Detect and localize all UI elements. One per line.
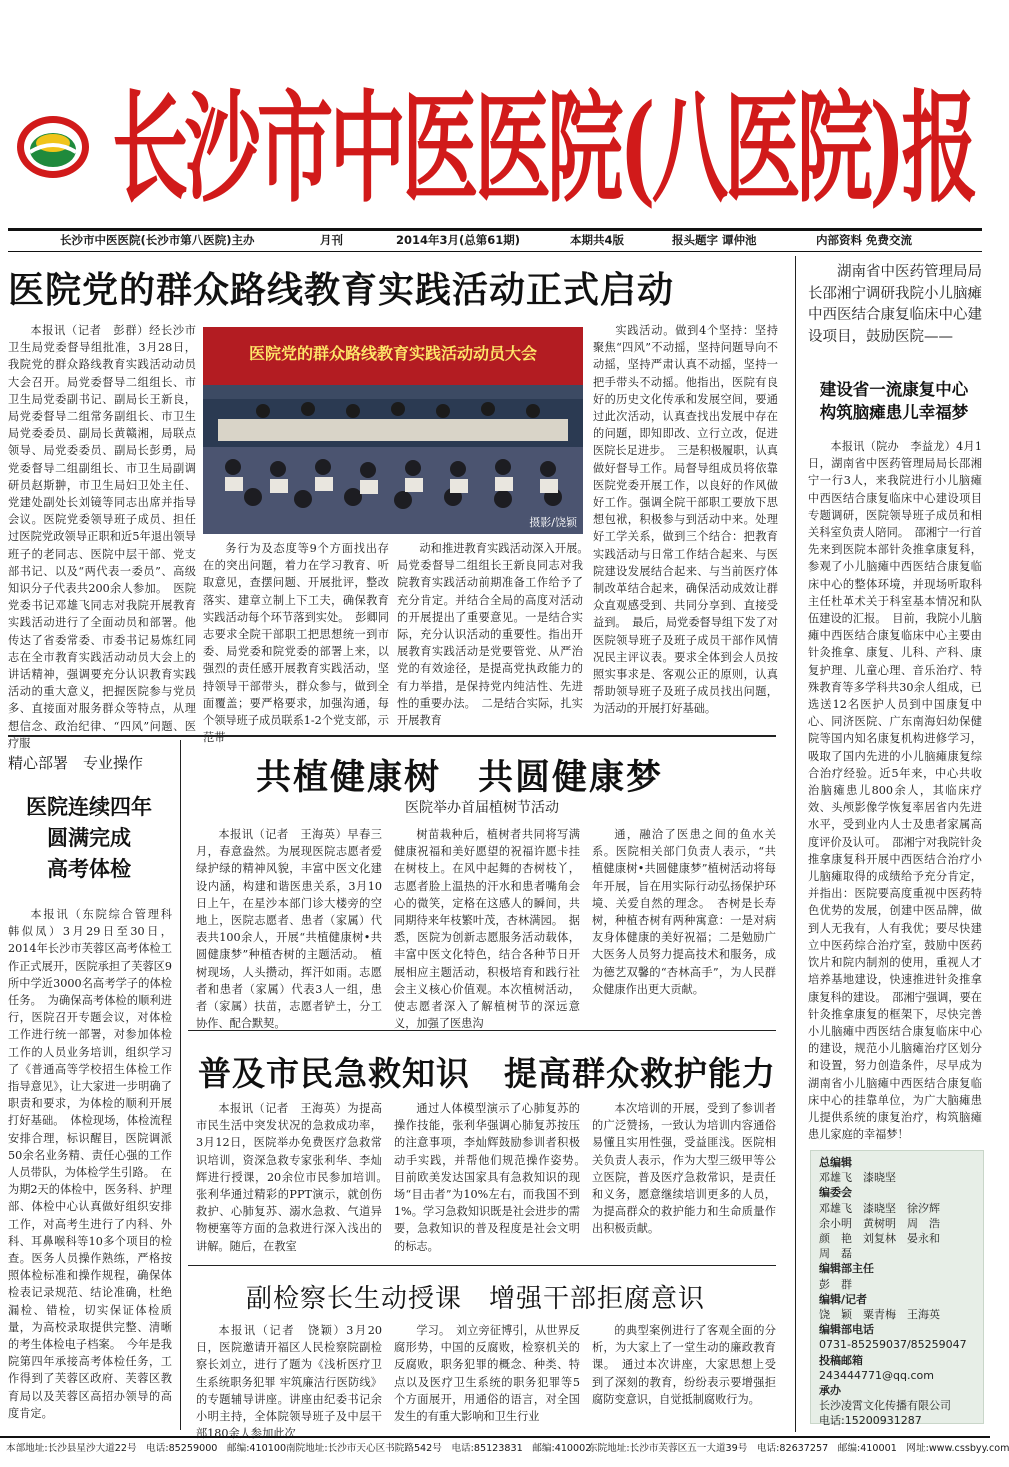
photo-banner-text: 医院党的群众路线教育实践活动动员大会 (248, 344, 537, 363)
left-column-divider (180, 740, 181, 1430)
firstaid-col-1: 本报讯（记者 王海英）为提高市民生活中突发状况的急救成功率，3月12日，医院举办免费医疗急救常识培训，资深急救专家张利华、李灿辉进行授课，20余位市民参加培训。 张利华通过精彩的PPT演示，就创伤救护、心肺复苏、溺水急救、气道异物梗塞等方面的急救进行深入浅出的讲解。随后，在教室 (196, 1102, 394, 1253)
firstaid-bottom-rule (188, 1265, 776, 1266)
editorial-staff-box (810, 1150, 984, 1428)
editorial-phone: 0731-85259037/85259047 (819, 1338, 967, 1352)
lead-headline: 医院党的群众路线教育实践活动正式启动 (8, 270, 675, 311)
lead-col-4: 实践活动。做到4个坚持：坚持聚焦“四风”不动摇，坚持问题导向不动摇，坚持严肃认真不动摇，坚持一把手带头不动摇。他指出，医院有良好的历史文化传承和发展空间，要通过此次活动，认真查找出发展中存在的问题，即知即改、立行立改，促进医院长足进步。 三是积极履职，认真做好督导工作。局督导组成员将依靠医院党委开展工作，以良好的作风做好工作。强调全院干部职工要放下思想包袱，积极参与到活动中来。处理好工学关系，做到三个结合：把教育实践活动与日常工作结合起来、与医院建设发展结合起来、与当前医疗体制改革结合起来，确保活动成效让群众直观感受到、共同分享到、直接受益到。 最后，局党委督导组下发了对医院领导班子及班子成员干部作风情况民主评议表。要求全体到会人员按照实事求是、客观公正的原则，认真帮助领导班子及班子成员找出问题，为活动的开展打好基础。 (593, 324, 778, 716)
board-row: 余小明 黄树明 周 浩 (819, 1216, 940, 1230)
tree-col-3: 通，融洽了医患之间的鱼水关系。医院相关部门负责人表示，“共植健康树•共圆健康梦”植树活动将每年开展，旨在用实际行动弘扬保护环境、关爱自然的理念。 杏树是长寿树，种植杏树有两种寓意：一是对病友身体健康的美好祝福；二是勉励广大医务人员努力提高技术和服务，成为德艺双馨的“杏林高手”，为人民群众健康作出更大贡献。 (592, 828, 776, 996)
page-count: 本期共4版 (570, 233, 625, 247)
masthead-info-bar (8, 228, 982, 252)
lead-col-2: 务行为及态度等9个方面找出存在的突出问题，着力在学习教育、听取意见，查摆问题、开展批评，整改落实、建章立制上下工夫，确保教育实践活动每个环节落到实处。 彭卿同志要求全院干部职工把思想统一到市委、局党委和院党委的部署上来，以强烈的责任感开展教育实践活动，坚持领导干部带头，群众参与，做到全面覆盖；要严格要求，加强沟通，每个领导班子成员联系1-2个党支部，示范带 (203, 542, 389, 745)
calligrapher: 报头题字 谭仲池 (672, 233, 757, 247)
publisher: 长沙市中医医院(长沙市第八医院)主办 (60, 233, 255, 247)
board-row: 周 磊 (819, 1247, 852, 1261)
rehab-body: 本报讯（院办 李益龙）4月1日，湖南省中医药管理局局长邵湘宁一行3人，来我院进行小儿脑瘫中西医结合康复临床中心建设项目专题调研，医院领导班子成员和相关科室负责人陪同。 邵湘宁一行首先来到医院本部针灸推拿康复科，参观了小儿脑瘫中西医结合康复临床中心的整体环境，并现场听取科主任杜革术关于科室基本情况和队伍建设的汇报。 目前，我院小儿脑瘫中西医结合康复临床中心主要由针灸推拿、康复、儿科、产科、康复护理、儿童心理、音乐治疗、特殊教育等多学科共30余人组成，已选送12名医护人员到中国康复中心、同济医院、广东南海妇幼保健院等国内知名康复机构进修学习，吸取了国内先进的小儿脑瘫康复综合治疗经验。近5年来，中心共收治脑瘫患儿800余人，其临床疗效、头颅影像学恢复率居省内先进水平，受到业内人士及患者家属高度评价及认可。 邵湘宁对我院针灸推拿康复科开展中西医结合治疗小儿脑瘫取得的成绩给予充分肯定，并指出：医院要高度重视中医药特色优势的发展，创建中医品牌，做到人无我有，人有我优；要尽快建立中医药综合治疗室，鼓励中医药饮片和院内制剂的使用，重视人才培养基地建设，快速推进针灸推拿康复科的建设。 邵湘宁强调，要在针灸推拿康复的框架下，尽快完善小儿脑瘫中西医结合康复临床中心的建设，规范小儿脑瘫治疗区划分和设置，努力创造条件，尽早成为湖南省小儿脑瘫中西医结合康复临床中心的挂靠单位，为广大脑瘫患儿提供系统的康复治疗，构筑脑瘫患儿家庭的幸福梦！ (808, 440, 982, 1142)
exam-body: 本报讯（东院综合管理科 韩似凤）3月29日至30日，2014年长沙市芙蓉区高考体检工作正式展开，医院承担了芙蓉区9所中学近3000名高考学子的体检任务。 为确保高考体检的顺利进行，医院召开专题会议，对体检工作进行统一部署，对参加体检工作的人员业务培训，组织学习了《普通高等学校招生体检工作指导意见》，让大家进一步明确了职责和要求，为体检的顺利开展打好基础。 体检现场，体检流程安排合理，标识醒目，医院调派50余名业务精、责任心强的工作人员带队，为体检学生引路。 在为期2天的体检中，医务科、护理部、体检中心认真做好组织安排工作，对高考生进行了内科、外科、耳鼻喉科等10多个项目的检查。医务人员操作熟练，严格按照体检标准和操作规程，确保体检表记录规范、结论准确，杜绝漏检、错检，切实保证体检质量，为高校录取提供完整、清晰的考生体检电子档案。 今年是我院第四年承接高考体检任务，工作得到了芙蓉区政府、芙蓉区教育局以及芙蓉区高招办领导的高度肯定。 (8, 908, 184, 1420)
tree-col-2: 树苗栽种后，植树者共同将写满健康祝福和美好愿望的祝福许愿卡挂在树枝上。在风中起舞的杏树枝丫，志愿者脸上温热的汗水和患者嘴角会心的微笑，定格在这感人的瞬间，共同期待来年枝繁叶茂，杏林满园。 据悉，医院为创新志愿服务活动载体，丰富中医文化特色，结合各种节日开展相应主题活动，积极培育和践行社会主义核心价值观。本次植树活动，使志愿者深入了解植树节的深远意义，加强了医患沟 (394, 828, 580, 1031)
firstaid-col-2: 通过人体模型演示了心肺复苏的操作技能，张利华强调心肺复苏按压的注意事项，李灿辉鼓励参训者积极动手实践，并帮他们规范操作姿势。 目前欧美发达国家具有急救知识的现场“目击者”为10%左右，而我国不到1%。学习急救知识既是社会进步的需要，急救知识的普及程度是社会文明的标志。 (394, 1102, 592, 1253)
right-column-divider (795, 256, 796, 1432)
anticorrupt-col-2: 学习。 刘立旁征博引，从世界反腐形势，中国的反腐败，检察机关的反腐败，职务犯罪的概念、种类、特点以及医疗卫生系统的职务犯罪等5个方面展开，用通俗的语言，对全国发生的有重大影响和卫生行业 (394, 1324, 580, 1424)
board-row: 邓雄飞 漆晓坚 徐汐辉 (819, 1201, 940, 1215)
hospital-logo (14, 108, 92, 186)
printer-name: 长沙凌霄文化传播有限公司 (819, 1399, 951, 1413)
submission-email: 243444771@qq.com (819, 1368, 934, 1382)
firstaid-col-3: 本次培训的开展，受到了参训者的广泛赞扬，一致认为培训内容通俗易懂且实用性强，受益匪浅。医院相关负责人表示，作为大型三级甲等公立医院，普及医疗急救常识，是责任和义务，愿意继续培训更多的人员，为提高群众的救护能力和生命质量作出积极贡献。 (592, 1102, 776, 1236)
printer-label: 承办 (819, 1384, 841, 1398)
director-label: 编辑部主任 (819, 1262, 874, 1276)
frequency: 月刊 (320, 233, 343, 247)
firstaid-headline: 普及市民急救知识 提高群众救护能力 (198, 1054, 776, 1093)
tree-subheadline: 医院举办首届植树节活动 (405, 800, 559, 816)
lead-col-3: 动和推进教育实践活动深入开展。 局党委督导二组组长王新良同志对我院教育实践活动前期准备工作给予了充分肯定。并结合全局的高度对活动的开展提出了重要意见。一是结合实际，充分认识活动的重要性。指出开展教育实践活动是党要管党、从严治党的有效途径，是提高党执政能力的有力举措，是保持党内纯洁性、先进性的重要办法。 二是结合实际，扎实开展教育 (397, 542, 595, 728)
anticorrupt-col-3: 的典型案例进行了客观全面的分析，为大家上了一堂生动的廉政教育课。 通过本次讲座，大家思想上受到了深刻的教育，纷纷表示要增强拒腐防变意识，自觉抵制腐败行为。 (592, 1324, 776, 1406)
email-label: 投稿邮箱 (819, 1353, 863, 1367)
exam-headline-line-3: 高考体检 (47, 857, 131, 881)
chief-label: 总编辑 (819, 1156, 852, 1169)
rehab-headline-line-2: 构筑脑瘫患儿幸福梦 (819, 403, 969, 422)
masthead-title (110, 40, 980, 220)
footer-addresses (0, 1436, 1009, 1462)
editors-label: 编辑/记者 (819, 1292, 868, 1306)
anticorrupt-col-1: 本报讯（记者 饶颖）3月20日，医院邀请开福区人民检察院副检察长刘立，进行了题为《浅析医疗卫生系统职务犯罪 牢筑廉洁行医防线》的专题辅导讲座。讲座由纪委书记余小明主持，全体院领导班子及中层干部180余人参加此次 (196, 1324, 382, 1441)
anticorrupt-headline: 副检察长生动授课 增强干部拒腐意识 (246, 1284, 706, 1314)
masthead-title-text: 长沙市中医医院(八医院)报 (112, 78, 976, 219)
exam-headline (4, 792, 174, 885)
director-name: 彭 群 (819, 1277, 852, 1291)
board-row: 颜 艳 刘复林 晏永和 (819, 1232, 940, 1246)
chief-editors: 邓雄飞 漆晓坚 (819, 1171, 896, 1185)
photo-credit: 摄影/饶颖 (529, 516, 577, 529)
rehab-headline (804, 378, 984, 424)
phone-label: 编辑部电话 (819, 1323, 874, 1337)
tree-col-1: 本报讯（记者 王海英）早春三月，春意盎然。为展现医院志愿者爱绿护绿的精神风貌，丰富中医文化建设内涵，构建和谐医患关系，3月10日上午，在星沙本部门诊大楼旁的空地上，医院志愿者、患者（家属）代表共100余人，开展“共植健康树•共圆健康梦”种植杏树的主题活动。 植树现场，人头攒动，挥汗如雨。志愿者和患者（家属）代表3人一组，患者（家属）扶苗，志愿者铲土，分工协作、配合默契。 (196, 828, 382, 1031)
footer-south-campus: 南院地址:长沙市天心区书院路542号 电话:85123831 邮编:410002 (286, 1443, 592, 1454)
printer-phone: 电话:15200931287 (819, 1414, 922, 1428)
exam-headline-line-1: 医院连续四年 (26, 795, 152, 819)
tree-headline: 共植健康树 共圆健康梦 (256, 758, 664, 798)
board-label: 编委会 (819, 1186, 852, 1200)
svg-text:长沙市中医医院(八医院)报 (112, 78, 976, 219)
lead-col-1: 本报讯（记者 彭群）经长沙市卫生局党委督导组批准，3月28日，我院党的群众路线教育实践活动动员大会召开。局党委督导二组组长、市卫生局党委副书记、副局长王新良，局党委督导二组常务副组长、市卫生局党委委员、副局长黄赣湘，局联点领导、局党委委员、副局长彭勇，局党委督导二组副组长、市卫生局副调研员赵斯翀，市卫生局妇卫处主任、党建处副处长刘镜等同志出席并指导会议。医院党委领导班子成员、担任过医院党政领导正职和近5年退出领导班子的老同志、医院中层干部、党支部书记、以及“两代表一委员”、高级知识分子代表共200余人参加。 医院党委书记邓雄飞同志对我院开展教育实践活动进行了全面动员和部署。他传达了省委常委、市委书记易炼红同志在全市教育实践活动动员大会上的讲话精神，强调要充分认识教育实践活动的重大意义，把握医院参与党员多、直接面对服务群众等特点，从理想信念、政治纪律、“四风”问题、医疗服 (8, 324, 196, 750)
footer-east-campus: 东院地址:长沙市芙蓉区五一大道39号 电话:82637257 邮编:410001 网址:www.cssbyy.com (588, 1443, 1009, 1454)
exam-kicker: 精心部署 专业操作 (8, 754, 144, 772)
footer-main-campus: 本部地址:长沙县星沙大道22号 电话:85259000 邮编:410100 (6, 1443, 287, 1454)
rehab-intro: 湖南省中医药管理局局长邵湘宁调研我院小儿脑瘫中西医结合康复临床中心建设项目，鼓励医院—— (808, 264, 982, 345)
editors-names: 饶 颖 粟青梅 王海英 (819, 1308, 940, 1322)
rehab-headline-line-1: 建设省一流康复中心 (819, 380, 969, 399)
meeting-photo (203, 327, 583, 534)
distribution: 内部资料 免费交流 (816, 233, 913, 247)
exam-headline-line-2: 圆满完成 (47, 826, 131, 850)
issue-date: 2014年3月(总第61期) (396, 233, 521, 247)
